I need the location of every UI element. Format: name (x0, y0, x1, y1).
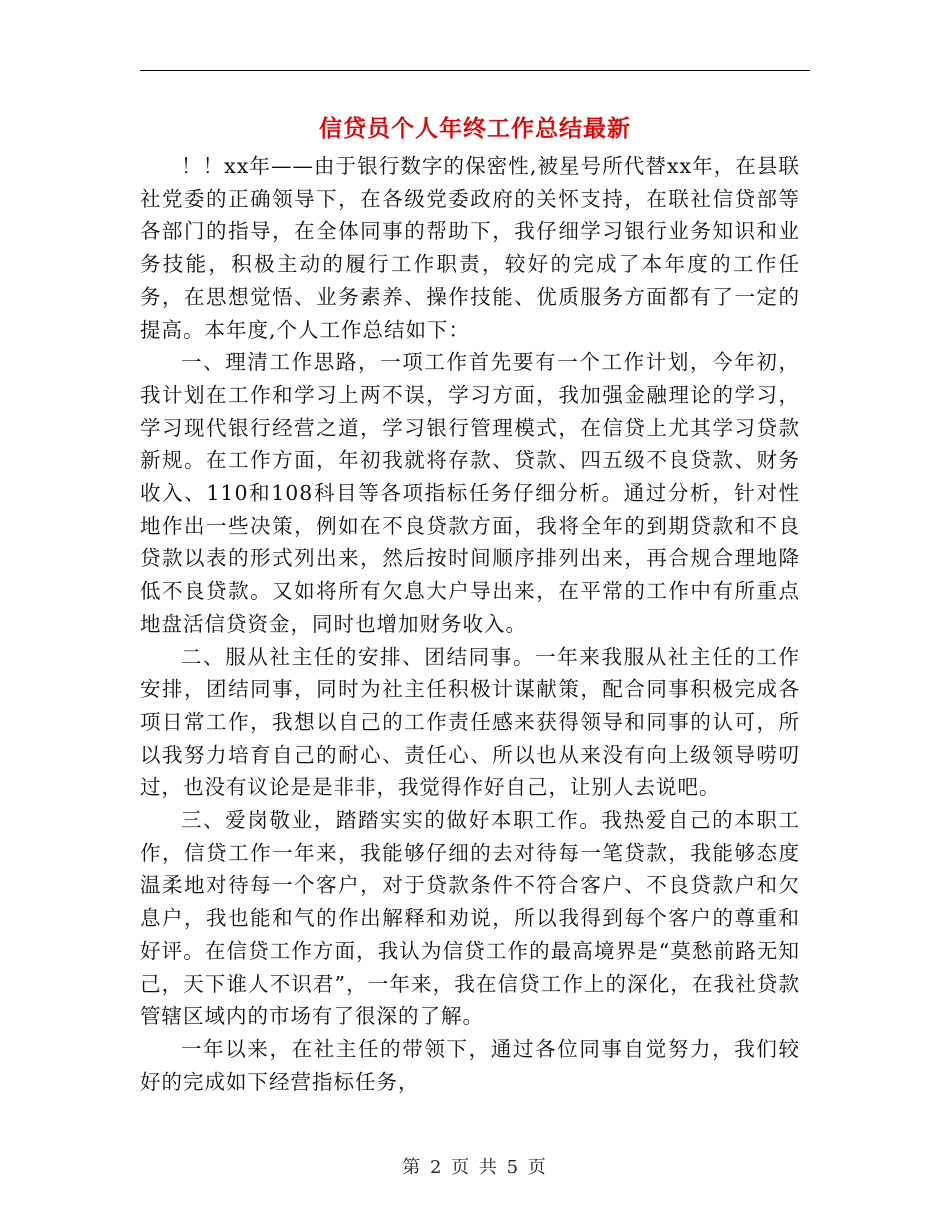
page-footer: 第 2 页 共 5 页 (402, 1157, 548, 1178)
paragraph-section-3: 三、爱岗敬业，踏踏实实的做好本职工作。我热爱自己的本职工作，信贷工作一年来，我能够仔细的去对待每一笔贷款，我能够态度温柔地对待每一个客户，对于贷款条件不符合客户、不良贷款户和欠息户，我也能和气的作出解释和劝说，所以我得到每个客户的尊重和好评。在信贷工作方面，我认为信贷工作的最高境界是“莫愁前路无知己，天下谁人不识君”，一年来，我在信贷工作上的深化，在我社贷款管辖区域内的市场有了很深的了解。 (140, 808, 800, 1029)
paragraph-intro: ！！xx年——由于银行数字的保密性,被星号所代替xx年，在县联社党委的正确领导下，在各级党委政府的关怀支持，在联社信贷部等各部门的指导，在全体同事的帮助下，我仔细学习银行业务知识和业务技能，积极主动的履行工作职责，较好的完成了本年度的工作任务，在思想觉悟、业务素养、操作技能、优质服务方面都有了一定的提高。本年度,个人工作总结如下： (140, 154, 800, 342)
paragraph-summary: 一年以来，在社主任的带领下，通过各位同事自觉努力，我们较好的完成如下经营指标任务， (140, 1036, 800, 1094)
paragraph-section-1: 一、理清工作思路，一项工作首先要有一个工作计划，今年初，我计划在工作和学习上两不误，学习方面，我加强金融理论的学习，学习现代银行经营之道，学习银行管理模式，在信贷上尤其学习贷款新规。在工作方面，年初我就将存款、贷款、四五级不良贷款、财务收入、110和108科目等各项指标任务仔细分析。通过分析，针对性地作出一些决策，例如在不良贷款方面，我将全年的到期贷款和不良贷款以表的形式列出来，然后按时间顺序排列出来，再合规合理地降低不良贷款。又如将所有欠息大户导出来，在平常的工作中有所重点地盘活信贷资金，同时也增加财务收入。 (140, 350, 800, 636)
paragraph-section-2: 二、服从社主任的安排、团结同事。一年来我服从社主任的工作安排，团结同事，同时为社主任积极计谋献策，配合同事积极完成各项日常工作，我想以自己的工作责任感来获得领导和同事的认可，所以我努力培育自己的耐心、责任心、所以也从来没有向上级领导唠叨过，也没有议论是是非非，我觉得作好自己，让别人去说吧。 (140, 644, 800, 800)
document-body (140, 150, 800, 1098)
document-title: 信贷员个人年终工作总结最新 (319, 115, 631, 142)
header-rule (140, 70, 810, 71)
